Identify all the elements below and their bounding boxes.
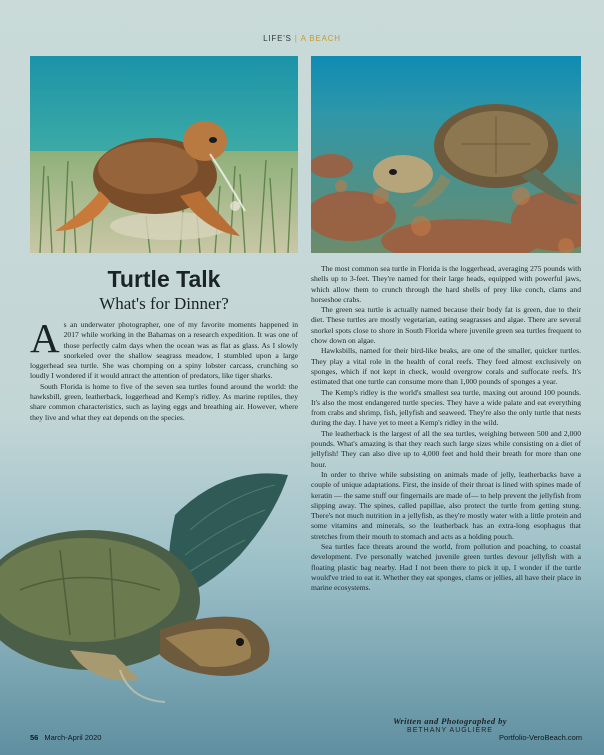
article-paragraph: In order to thrive while subsisting on animals made of jelly, leatherbacks have a couple of unique adaptations. First, the inside of their throat is lined with spines made of keratin — the same stuff our fingernails are made of— to help prevent the jellyfish from slipping away. The spines, called papillae, also protect the turtle from getting stung. There's not much nutrition in a jellyfish, as they're mostly water with a little protein and some vitamins and minerals, so the leatherback has an extra-long esophagus that stretches from their mouth to stomach and acts as a holding pouch. bbox=[311, 469, 581, 541]
page-footer-left bbox=[30, 733, 101, 742]
article-paragraph: The most common sea turtle in Florida is the loggerhead, averaging 275 pounds with shells up to 3-feet. They're named for their large heads, equipped with powerful jaws, which allow them to crunch through the hard shells of prey like conch, clams and horseshoe crabs. bbox=[311, 264, 581, 304]
article-paragraph: Sea turtles face threats around the world, from pollution and poaching, to coastal development. I've personally watched juvenile green turtles devour jellyfish with a floating plastic bag nearby. Had I not been there to pick it up, I wonder if the turtle would've tried to eat it. Whether they eat sponges, clams or jellies, all have their place in marine ecosystems. bbox=[311, 542, 581, 593]
article-paragraph: South Florida is home to five of the seven sea turtles found around the world: the hawksbill, green, leatherback, loggerhead and Kemp's ridley. As marine reptiles, they share common characteristics, such as laying eggs and breathing air. However, where they live and what they eat depends on the species. bbox=[30, 381, 298, 422]
article-paragraph: The leatherback is the largest of all the sea turtles, weighing between 500 and 2,000 pounds. What's amazing is that they reach such large sizes while consisting on a diet of jellyfish! They can also dive up to 4,000 feet and hold their breath for more than one hour. bbox=[311, 428, 581, 469]
article-title: Turtle Talk bbox=[107, 266, 221, 292]
issue-date: March-April 2020 bbox=[44, 733, 102, 742]
subsection-label: A BEACH bbox=[300, 34, 341, 43]
article-paragraph: The green sea turtle is actually named because their body fat is green, due to their diet. These turtles are mostly vegetarian, eating seagrasses and algae. There are several snorkel spots close to shore in South Florida where juvenile green sea turtles frequent to chow down on algae. bbox=[311, 305, 581, 346]
article-paragraph: Hawksbills, named for their bird-like beaks, are one of the smaller, quicker turtles. They play a vital role in the health of coral reefs. They feed almost exclusively on sponges, which if not kept in check, would overgrow corals and suffocate reefs. It's estimated that one turtle can consume more than 1,000 pounds of sponges a year. bbox=[311, 346, 581, 387]
paragraph-text: s an underwater photographer, one of my favorite moments happened in 2017 while working in the Bahamas on a research expedition. It was one of those perfectly calm days when the ocean was as flat as glass. As I slowly snorkeled over the shallow seagrass meadow, I stumbled upon a large loggerhead sea turtle. She was chomping on a spiny lobster carcass, crunching so loudly I wondered if it would attract the attention of predators, like tiger sharks. bbox=[30, 320, 298, 381]
article-title-block bbox=[30, 266, 298, 314]
photo-green-turtle bbox=[311, 56, 581, 253]
drop-cap: A bbox=[30, 315, 60, 361]
article-subtitle: What's for Dinner? bbox=[99, 294, 229, 313]
page-number: 56 bbox=[30, 733, 39, 742]
photo-loggerhead-turtle bbox=[30, 56, 298, 253]
byline-author: BETHANY AUGLIERE bbox=[407, 727, 493, 734]
article-paragraph: The Kemp's ridley is the world's smallest sea turtle, maxing out around 100 pounds. It's also the most endangered turtle species. They have a wide palate and eat everything from crabs and shrimp, fish, jellyfish and seaweed. They're also the only turtle that nests during the day. I have yet to meet a Kemp's ridley in the wild. bbox=[311, 387, 581, 428]
article-column-left bbox=[30, 315, 298, 423]
byline-credit: Written and Photographed by bbox=[393, 716, 507, 726]
section-separator: | bbox=[294, 34, 298, 43]
article-column-right bbox=[311, 264, 581, 594]
article-paragraph bbox=[30, 315, 298, 382]
section-label: LIFE'S bbox=[263, 34, 292, 43]
photo-swimming-turtle bbox=[0, 470, 320, 740]
website-link[interactable]: Portfolio-VeroBeach.com bbox=[499, 733, 582, 742]
byline bbox=[350, 716, 550, 734]
section-header bbox=[0, 34, 604, 43]
